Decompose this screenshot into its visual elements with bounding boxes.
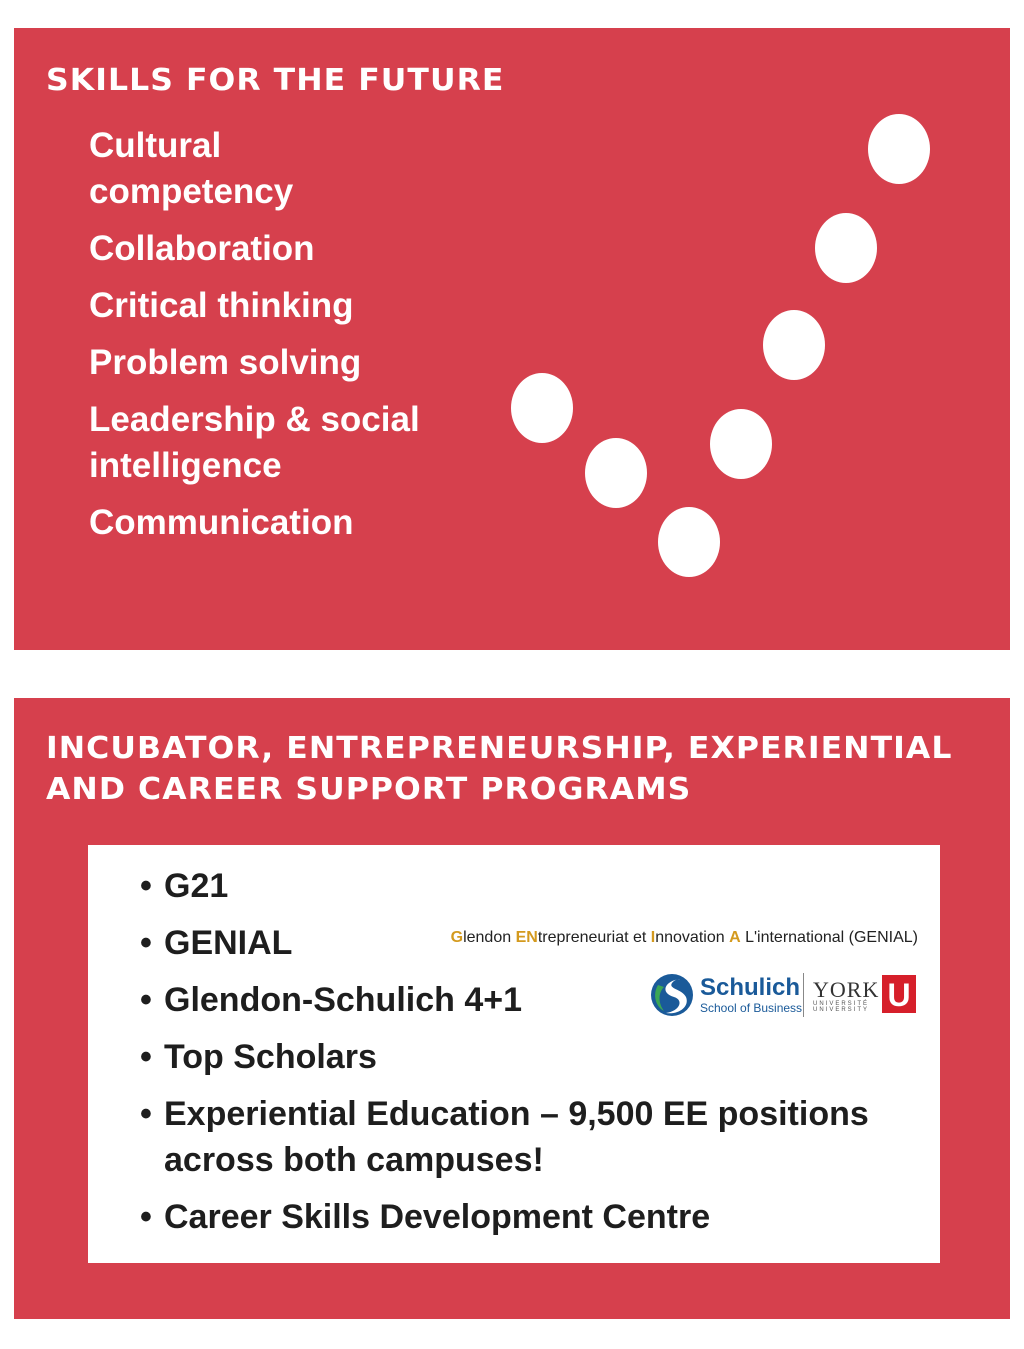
york-university-text: UNIVERSITÉ UNIVERSITY <box>813 1001 870 1013</box>
york-u-icon: U <box>882 975 916 1013</box>
skills-panel <box>14 28 1010 650</box>
program-item: • Top Scholars <box>140 1034 904 1080</box>
logo-divider <box>803 973 804 1017</box>
skill-item: Communication <box>89 503 354 542</box>
checkmark-dot <box>658 507 720 577</box>
program-list <box>140 863 904 1251</box>
checkmark-dot <box>585 438 647 508</box>
checkmark-dot <box>868 114 930 184</box>
program-item: • GENIAL <box>140 920 904 966</box>
genial-caption: Glendon ENtrepreneuriat et Innovation A L'international (GENIAL) <box>450 929 918 946</box>
schulich-york-logo <box>650 971 918 1021</box>
program-item: • G21 <box>140 863 904 909</box>
skill-item: Leadership & social intelligence <box>89 400 420 485</box>
schulich-subtitle: School of Business <box>700 1001 803 1015</box>
programs-heading-line1: INCUBATOR, ENTREPRENEURSHIP, EXPERIENTIAL <box>46 731 953 766</box>
program-item: • Glendon-Schulich 4+1 <box>140 977 904 1023</box>
york-wordmark: YORK <box>813 977 880 1002</box>
skill-item: Critical thinking <box>89 286 354 325</box>
programs-heading <box>46 728 952 810</box>
skills-heading: SKILLS FOR THE FUTURE <box>46 63 505 98</box>
checkmark-dot <box>763 310 825 380</box>
programs-heading-line2: AND CAREER SUPPORT PROGRAMS <box>46 772 692 807</box>
program-item: • Experiential Education – 9,500 EE positions across both campuses! <box>140 1091 904 1183</box>
skill-item: Problem solving <box>89 343 362 382</box>
checkmark-dot <box>815 213 877 283</box>
programs-box <box>88 845 940 1263</box>
skill-item: Collaboration <box>89 229 315 268</box>
checkmark-dot <box>511 373 573 443</box>
skill-item: Cultural competency <box>89 126 294 211</box>
schulich-swirl-icon <box>650 971 694 1019</box>
program-item: • Career Skills Development Centre <box>140 1194 904 1240</box>
checkmark-dot <box>710 409 772 479</box>
skills-list <box>89 123 429 557</box>
programs-panel <box>14 698 1010 1319</box>
schulich-name: Schulich <box>700 974 801 1001</box>
